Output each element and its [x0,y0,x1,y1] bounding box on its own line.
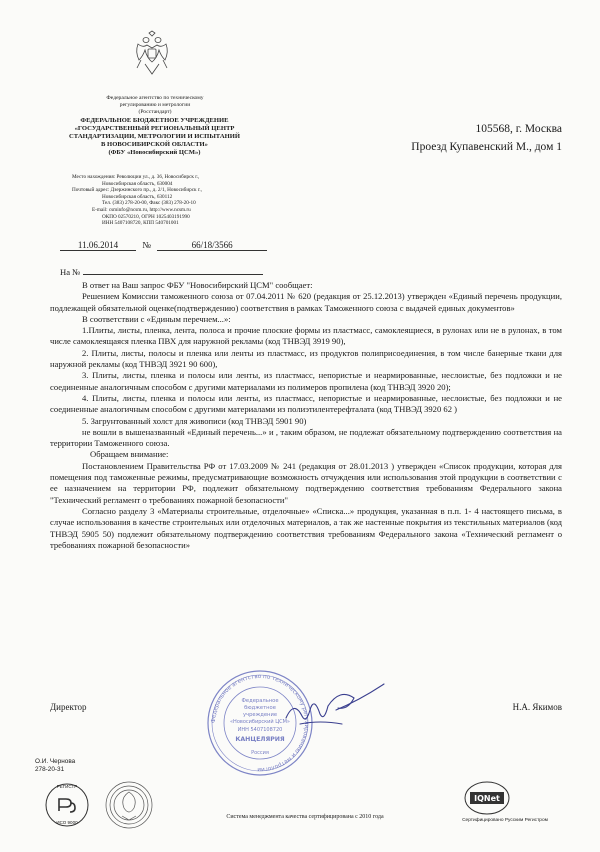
address-block [72,174,262,227]
body-paragraph: Решением Комиссии таможенного союза от 07.04.2011 № 620 (редакция от 25.12.2013) утвержден «Единый перечень продукции, подлежащей обязательной оценке(подтверждению) соответствия в рамках Таможенного союза с выдачей единых документов» [50,291,562,313]
stamp-inner-text: Федеральное [241,698,279,704]
addr-line: Тел. (383) 278-20-00, Факс (383) 278-20-10 [102,200,196,207]
organization-block [42,117,267,157]
org-line: ФЕДЕРАЛЬНОЕ БЮДЖЕТНОЕ УЧРЕЖДЕНИЕ [80,117,229,124]
reply-to-line [60,266,270,277]
body-paragraph: В соответствии с «Единым перечнем...»: [82,313,231,324]
body-paragraph: В ответ на Ваш запрос ФБУ "Новосибирский ЦСМ" сообщает: [82,280,313,290]
letter-body [50,280,562,551]
agency-line: Федеральное агентство по техническому [106,95,204,101]
reply-to-label: На № [60,267,81,277]
addr-line: ИНН 5407108720, КПП 540701001 [102,220,179,227]
signature-name: Н.А. Якимов [512,702,562,712]
stamp-office: КАНЦЕЛЯРИЯ [235,736,285,743]
reply-to-field [83,266,263,275]
handwritten-signature [280,680,390,740]
org-line: В НОВОСИБИРСКОЙ ОБЛАСТИ» [101,141,208,148]
body-paragraph: Согласно разделу 3 «Материалы строительные, отделочные» «Списка...» продукция, указанная в п.п. 1- 4 настоящего письма, в случае использования в качестве строительных или отделочных материалов, а так же настенные покрытия из текстильных материалов (код ТНВЭД 5905 50) подлежит обязательному подтверждению соответствия требованиям Федерального закона «Технический регламент о требованиях пожарной безопасности» [50,505,562,550]
iqnet-label: IQNet [474,794,500,803]
body-paragraph: не вошли в вышеназванный «Единый перечень...» и , таким образом, не подлежат обязательному подтверждению соответствия на территории Таможенного союза. [50,426,562,449]
stamp-inner-text: «Новосибирский ЦСМ» [230,719,290,725]
stamp-country: Россия [251,750,269,756]
addr-line: ОКПО 02570210, ОГРН 1025403191990 [102,213,190,220]
list-item: 3. Плиты, листы, пленка и полосы или ленты, из пластмасс, непористые и неармированные, неслоистые, без подложки и не соединенные аналогичным способом с другими материалами из полимеров пропилена (код ТНВЭД 3920 20); [50,370,562,392]
agency-block [60,95,250,116]
register-logo-bottom-text: ИСО 9000 [56,820,78,825]
recipient-line: 105568, г. Москва [475,123,562,135]
executor-phone: 278-20-31 [35,766,65,773]
executor-name: О.И. Чернова [35,758,76,765]
stamp-inner-text: бюджетное [244,705,276,711]
executor-block [35,758,75,774]
quality-seal-icon [104,780,154,830]
recipient-block [330,120,562,156]
coat-of-arms-icon [133,30,171,78]
letter-date: 11.06.2014 [60,240,136,251]
body-paragraph: Постановлением Правительства РФ от 17.03.2009 № 241 (редакция от 28.01.2013 ) утвержден «Список продукции, которая для помещения под таможенные режимы, предусматривающие возможность отчуждения или использования этой продукции в соответствии с ее назначением на территории РФ, подлежит обязательному подтверждению соответствия требованиям Федерального закона "Технический регламент о требованиях пожарной безопасности" [50,460,562,505]
addr-line: Новосибирская область, 630112 [102,193,173,200]
date-number-line [60,240,270,251]
stamp-ring-text: Федеральное агентство по техническому регулированию и метрологии [210,673,310,773]
body-paragraph: Обращаем внимание: [90,449,169,460]
certification-text: Система менеджмента качества сертифицирована с 2010 года [226,814,384,820]
agency-line: (Росстандарт) [138,109,172,115]
list-item: 4. Плиты, листы, пленка и полосы или ленты, из пластмасс, непористые и неармированные, неслоистые, без подложки и не соединенные аналогичным способом с другими материалами из полиэтилентерефталата (код ТНВЭД 3920 62 ) [50,392,562,415]
register-logo-top-text: РЕГИСТР [56,784,78,789]
list-item: 5. Загрунтованный холст для живописи (код ТНВЭД 5901 90) [82,415,307,426]
addr-line: Почтовый адрес: Дзержинского пр., д. 2/1, Новосибирск г., [72,187,202,194]
number-label: № [142,240,151,250]
addr-line: Новосибирская область, 630004 [102,180,173,187]
list-item: 1.Плиты, листы, пленка, лента, полоса и прочие плоские формы из пластмасс, самоклеящиеся, в рулонах или не в рулонах, в том числе самоклеящаяся пленка ПВХ для наружной рекламы (код ТНВЭД 3919 90), [50,325,562,347]
list-item: 2. Плиты, листы, полосы и пленка или ленты из пластмасс, из продуктов полиприсоединения, в том числе банерные ткани для наружной рекламы (код ТНВЭД 3921 90 600), [50,347,562,370]
addr-line: Место нахождения: Революции ул., д. 36, Новосибирск г., [72,174,200,180]
org-line: (ФБУ «Новосибирский ЦСМ») [108,149,201,156]
addr-line: E-mail: csminfo@ncsm.ru, http://www.ncsm.ru [92,206,191,213]
agency-line: регулированию и метрологии [119,102,191,108]
stamp-inner-text: учреждение [242,712,278,718]
stamp-inn: ИНН 5407108720 [237,727,283,733]
iqnet-caption: Сертифицировано Русским Регистром [462,818,548,823]
org-line: СТАНДАРТИЗАЦИИ, МЕТРОЛОГИИ И ИСПЫТАНИЙ [68,133,241,140]
org-line: «ГОСУДАРСТВЕННЫЙ РЕГИОНАЛЬНЫЙ ЦЕНТР [74,125,235,132]
recipient-line: Проезд Купавенский М., дом 1 [411,141,562,153]
iqnet-logo [462,780,512,816]
letter-number: 66/18/3566 [157,240,267,251]
signature-title: Директор [50,702,87,712]
